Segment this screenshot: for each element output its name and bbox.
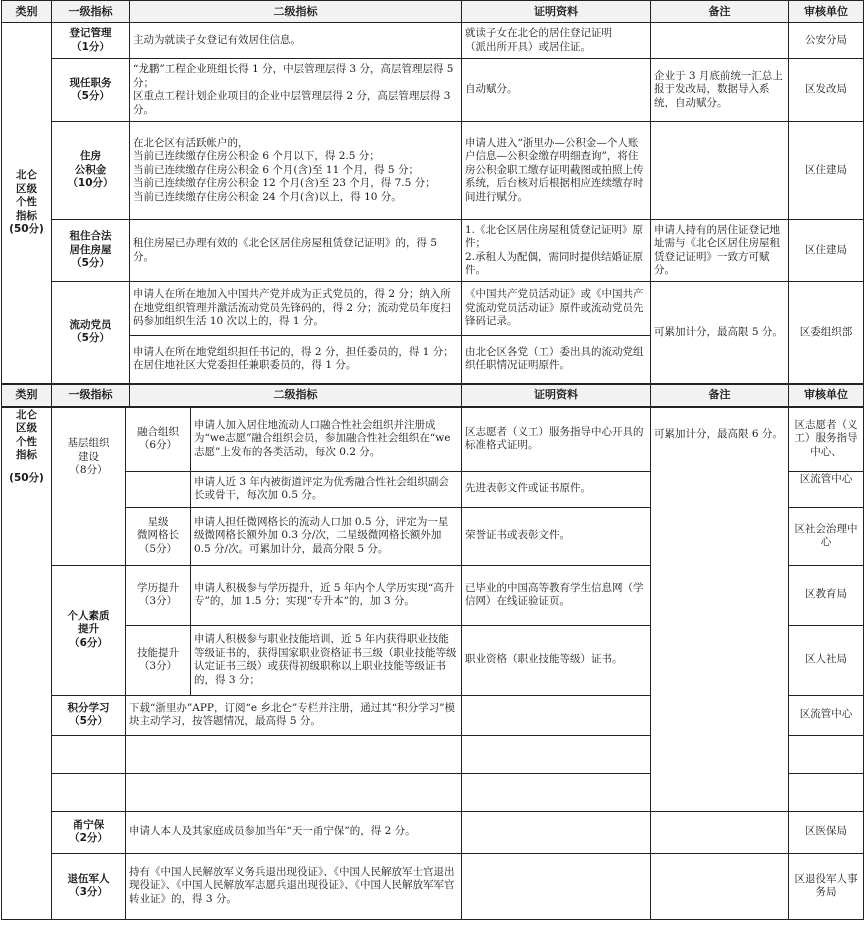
secondary-cell: 申请人积极参与职业技能培训，近 5 年内获得职业技能等级证书的，获得国家职业资格证书三级（职业技能等级认定证书三级）或获得初级职称以上职业技能等级证书的，得 3 分； [191,625,462,695]
secondary-cell: 租住房屋已办理有效的《北仑区居住房屋租赁登记证明》的，得 5 分。 [130,220,462,282]
unit-cell: 区人社局 [789,625,864,695]
empty-cell [52,773,126,811]
header-row [2,1,864,23]
note-cell [651,23,789,59]
table-row [2,282,864,336]
indicator-cell: 流动党员 （5分） [52,282,130,384]
sub-indicator-cell: 融合组织 （6分） [126,407,191,471]
category-cell: 北仑 区级 个性 指标 (50分) [2,23,52,384]
table-row [2,811,864,853]
secondary-cell: 申请人在所在地加入中国共产党并成为正式党员的，得 2 分；纳入所在地党组织管理并激活流动党员先锋码的，得 2 分；流动党员年度扫码参加组织生活 10 次以上的，得 1 分。 [130,282,462,336]
proof-cell: 自动赋分。 [462,59,651,122]
table-row [2,853,864,919]
empty-cell [126,471,191,507]
empty-cell [126,735,462,773]
header-proof: 证明资料 [462,384,651,407]
proof-cell: 由北仑区各党（工）委出具的流动党组织任职情况证明原件。 [462,336,651,384]
unit-cell: 区社会治理中心 [789,507,864,565]
secondary-cell: 申请人近 3 年内被街道评定为优秀融合性社会组织副会长或骨干，每次加 0.5 分。 [191,471,462,507]
sub-indicator-cell: 技能提升 （3分） [126,625,191,695]
indicator-cell: 甬宁保 （2分） [52,811,126,853]
sub-indicator-cell: 星级 微网格长 （5分） [126,507,191,565]
note-cell: 申请人持有的居住证登记地址需与《北仑区居住房屋租赁登记证明》一致方可赋分。 [651,220,789,282]
header-category: 类别 [2,384,52,407]
unit-cell: 区流管中心 [789,695,864,735]
points-table [1,0,864,407]
header-primary-indicator: 一级指标 [52,1,130,23]
empty-cell [462,695,651,735]
secondary-cell: 申请人担任微网格长的流动人口加 0.5 分，评定为一星级微网格长额外加 0.3 分/次，二星级微网格长额外加 0.5 分/次。可累加计分，最高分限 5 分。 [191,507,462,565]
unit-cell: 区退役军人事务局 [789,853,864,919]
secondary-cell: 申请人在所在地党组织担任书记的，得 2 分，担任委员的，得 1 分；在居住地社区大党委担任兼职委员的，得 1 分。 [130,336,462,384]
empty-cell [462,735,651,773]
indicator-cell: 租住合法 居住房屋 （5分） [52,220,130,282]
note-cell: 可累加计分，最高限 6 分。 [651,407,789,811]
empty-cell [651,811,789,853]
empty-cell [462,811,651,853]
secondary-cell: 申请人本人及其家庭成员参加当年“天一甬宁保”的，得 2 分。 [126,811,462,853]
indicator-cell: 退伍军人 （3分） [52,853,126,919]
table-row [2,23,864,59]
indicator-cell: 住房 公积金 （10分） [52,122,130,220]
category-score-cell: (50分) [2,471,52,919]
secondary-cell: 下载“浙里办”APP，订阅“e 乡北仑”专栏并注册，通过其“积分学习”模块主动学习，按答题情况，最高得 5 分。 [126,695,462,735]
unit-cell: 区发改局 [789,59,864,122]
note-cell: 企业于 3 月底前统一汇总上报于发改局，数据导入系统，自动赋分。 [651,59,789,122]
proof-cell: 先进表彰文件或证书原件。 [462,471,651,507]
unit-cell: 公安分局 [789,23,864,59]
header-review-unit: 审核单位 [789,384,864,407]
proof-cell: 职业资格（职业技能等级）证书。 [462,625,651,695]
indicator-cell: 积分学习 （5分） [52,695,126,735]
proof-cell: 区志愿者（义工）服务指导中心开具的标准格式证明。 [462,407,651,471]
proof-cell: 申请人进入“浙里办—公积金—个人账户信息—公积金缴存明细查询”，将住房公积金职工缴存证明截图或拍照上传系统，后台核对后根据相应连续缴存时间进行赋分。 [462,122,651,220]
unit-cell: 区住建局 [789,220,864,282]
indicator-cell: 个人素质 提升 （6分） [52,565,126,695]
header-row [2,384,864,407]
note-cell: 可累加计分，最高限 5 分。 [651,282,789,384]
empty-cell [462,853,651,919]
header-proof: 证明资料 [462,1,651,23]
proof-cell: 1.《北仑区居住房屋租赁登记证明》原件； 2.承租人为配偶，需同时提供结婚证原件。 [462,220,651,282]
secondary-cell: 持有《中国人民解放军义务兵退出现役证》、《中国人民解放军士官退出现役证》、《中国人民解放军志愿兵退出现役证》、《中国人民解放军军官转业证》的，得 3 分。 [126,853,462,919]
header-note: 备注 [651,384,789,407]
table-row [2,220,864,282]
secondary-cell: “龙鹏”工程企业班组长得 1 分，中层管理层得 3 分，高层管理层得 5 分； 区重点工程计划企业项目的企业中层管理层得 2 分，高层管理层得 3 分。 [130,59,462,122]
secondary-cell: 申请人积极参与学历提升，近 5 年内个人学历实现“高升专”的，加 1.5 分；实现“专升本”的，加 3 分。 [191,565,462,625]
header-primary-indicator: 一级指标 [52,384,130,407]
sub-indicator-cell: 学历提升 （3分） [126,565,191,625]
empty-cell [789,773,864,811]
proof-cell: 已毕业的中国高等教育学生信息网（学信网）在线证验证页。 [462,565,651,625]
proof-cell: 荣誉证书或表彰文件。 [462,507,651,565]
table-row [2,122,864,220]
indicator-cell: 登记管理 （1分） [52,23,130,59]
table-row [2,59,864,122]
header-note: 备注 [651,1,789,23]
unit-cell: 区流管中心 [789,471,864,507]
unit-cell: 区医保局 [789,811,864,853]
header-category: 类别 [2,1,52,23]
indicator-cell: 现任职务 （5分） [52,59,130,122]
header-review-unit: 审核单位 [789,1,864,23]
empty-cell [789,735,864,773]
unit-cell: 区住建局 [789,122,864,220]
proof-cell: 《中国共产党员活动证》或《中国共产党流动党员活动证》原件或流动党员先锋码记录。 [462,282,651,336]
points-table-part2 [1,407,864,920]
table-row [2,407,864,471]
indicator-cell: 基层组织 建设 （8分） [52,407,126,507]
unit-cell: 区志愿者（义工）服务指导中心、 [789,407,864,471]
category-cell: 北仑 区级 个性 指标 [2,407,52,471]
empty-cell [52,735,126,773]
secondary-cell: 在北仑区有活跃帐户的， 当前已连续缴存住房公积金 6 个月以下，得 2.5 分； 当前已连续缴存住房公积金 6 个月(含)至 11 个月，得 5 分； 当前已连续缴存住房公积金 12 个月(含)至 23 个月，得 7.5 分； 当前已连续缴存住房公积金 24 个月(含)以上，得 10 分。 [130,122,462,220]
unit-cell: 区委组织部 [789,282,864,384]
empty-cell [462,773,651,811]
note-cell [651,122,789,220]
secondary-cell: 主动为就读子女登记有效居住信息。 [130,23,462,59]
empty-cell [651,853,789,919]
unit-cell: 区教育局 [789,565,864,625]
empty-cell [52,507,126,565]
header-secondary-indicator: 二级指标 [130,1,462,23]
proof-cell: 就读子女在北仑的居住登记证明 （派出所开具）或居住证。 [462,23,651,59]
empty-cell [126,773,462,811]
header-secondary-indicator: 二级指标 [130,384,462,407]
secondary-cell: 申请人加入居住地流动人口融合性社会组织并注册成为“we志愿”融合组织会员，参加融合性社会组织在“we 志愿”上发布的各类活动，每次 0.2 分。 [191,407,462,471]
